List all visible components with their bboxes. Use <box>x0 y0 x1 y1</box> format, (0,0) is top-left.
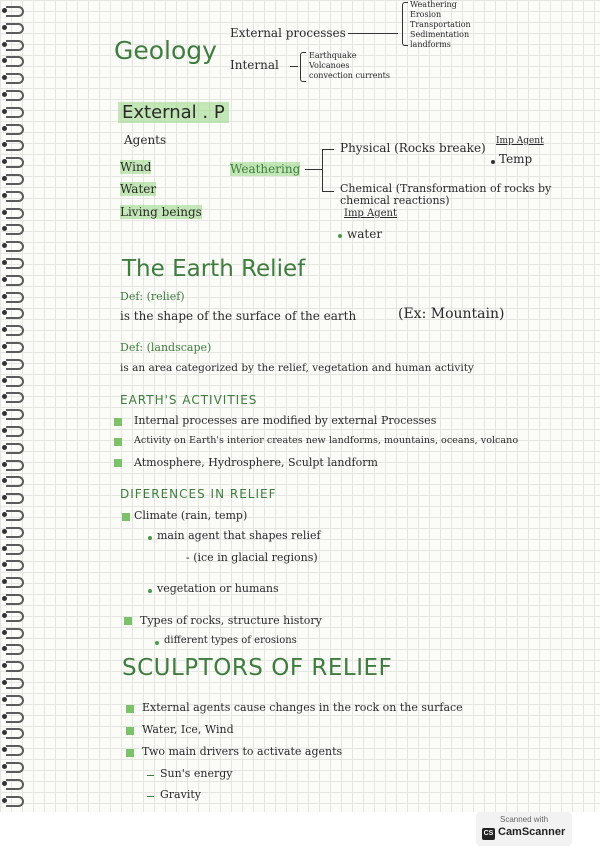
spiral-ring <box>6 762 24 773</box>
spiral-ring <box>6 779 24 790</box>
spiral-hole <box>2 8 7 13</box>
spiral-ring <box>6 712 24 723</box>
external-item: landforms <box>410 40 451 49</box>
erosions-text: different types of erosions <box>164 635 297 646</box>
spiral-hole <box>2 210 7 215</box>
bullet-square <box>126 705 134 713</box>
spiral-ring <box>6 476 24 487</box>
spiral-ring <box>6 560 24 571</box>
spiral-ring <box>6 493 24 504</box>
def1-example: (Ex: Mountain) <box>398 306 505 322</box>
spiral-hole <box>2 630 7 635</box>
physical-text: Physical (Rocks breake) <box>340 141 486 155</box>
activity-item: Activity on Earth's interior creates new landforms, mountains, oceans, volcano <box>134 435 519 446</box>
def2-label: Def: (landscape) <box>120 341 212 354</box>
dash-bullet <box>147 775 154 776</box>
internal-item: Volcanoes <box>309 61 350 70</box>
spiral-hole <box>2 512 7 517</box>
imp-agent-heading: Imp Agent <box>344 208 398 219</box>
internal-dash <box>290 66 298 67</box>
spiral-hole <box>2 42 7 47</box>
bullet-dot <box>155 641 159 645</box>
spiral-ring <box>6 796 24 807</box>
spiral-hole <box>2 277 7 282</box>
ice-text: - (ice in glacial regions) <box>186 551 318 564</box>
bullet-dot <box>148 536 152 540</box>
spiral-hole <box>2 378 7 383</box>
spiral-hole <box>2 529 7 534</box>
sculptors-heading: SCULPTORS OF RELIEF <box>122 655 393 681</box>
spiral-ring <box>6 409 24 420</box>
spiral-ring <box>6 527 24 538</box>
spiral-ring <box>6 140 24 151</box>
sculptor-item: External agents cause changes in the rock on the surface <box>142 701 463 714</box>
spiral-ring <box>6 174 24 185</box>
spiral-ring <box>6 359 24 370</box>
branch-bottom <box>322 191 334 192</box>
bullet-dot <box>338 234 342 238</box>
spiral-hole <box>2 546 7 551</box>
spiral-hole <box>2 294 7 299</box>
spiral-ring <box>6 90 24 101</box>
spiral-ring <box>6 56 24 67</box>
spiral-ring <box>6 208 24 219</box>
external-item: Sedimentation <box>410 30 470 39</box>
spiral-ring <box>6 275 24 286</box>
external-item: Erosion <box>410 10 442 19</box>
bullet-dot <box>148 589 152 593</box>
activity-item: Internal processes are modified by external Processes <box>134 414 437 427</box>
spiral-ring <box>6 745 24 756</box>
spiral-hole <box>2 92 7 97</box>
spiral-hole <box>2 176 7 181</box>
agents-label: Agents <box>124 133 167 147</box>
differences-heading: DIFERENCES IN RELIEF <box>120 487 277 501</box>
imp-agent-heading: Imp Agent <box>496 136 544 146</box>
external-processes-label: External processes <box>230 26 346 40</box>
def2-text: is an area categorized by the relief, vegetation and human activity <box>120 362 474 374</box>
spiral-hole <box>2 798 7 803</box>
spiral-ring <box>6 258 24 269</box>
earth-relief-title: The Earth Relief <box>122 256 306 282</box>
internal-label: Internal <box>230 58 279 72</box>
rocks-text: Types of rocks, structure history <box>140 614 322 627</box>
spiral-hole <box>2 613 7 618</box>
activities-heading: EARTH'S ACTIVITIES <box>120 393 258 407</box>
spiral-ring <box>6 6 24 17</box>
spiral-hole <box>2 596 7 601</box>
spiral-hole <box>2 714 7 719</box>
agent-text: Water <box>120 182 157 196</box>
spiral-ring <box>6 594 24 605</box>
spiral-ring <box>6 40 24 51</box>
spiral-ring <box>6 392 24 403</box>
bullet-dot <box>491 160 495 164</box>
spiral-ring <box>6 611 24 622</box>
bullet-square <box>126 749 134 757</box>
camscanner-logo-icon: CS <box>482 828 495 840</box>
spiral-ring <box>6 376 24 387</box>
spiral-ring <box>6 224 24 235</box>
chemical-text: Chemical (Transformation of rocks by chemical reactions) <box>340 182 552 207</box>
weathering-branch <box>322 149 323 191</box>
sculptor-item: Two main drivers to activate agents <box>142 745 343 758</box>
section-external-heading: External . P <box>118 102 229 123</box>
spiral-hole <box>2 109 7 114</box>
spiral-hole <box>2 25 7 30</box>
spiral-hole <box>2 428 7 433</box>
bullet-square <box>126 727 134 735</box>
internal-item: convection currents <box>309 71 390 80</box>
bullet-square <box>114 459 122 467</box>
spiral-ring <box>6 308 24 319</box>
spiral-binding <box>0 0 28 810</box>
spiral-ring <box>6 426 24 437</box>
spiral-ring <box>6 577 24 588</box>
weathering-text: Weathering <box>230 162 301 176</box>
weathering-label <box>230 162 300 176</box>
driver-item: Gravity <box>160 788 201 801</box>
spiral-ring <box>6 241 24 252</box>
spiral-hole <box>2 680 7 685</box>
spiral-ring <box>6 325 24 336</box>
spiral-hole <box>2 260 7 265</box>
spiral-ring <box>6 292 24 303</box>
camscanner-watermark <box>476 812 572 846</box>
weathering-stem <box>305 169 322 170</box>
spiral-hole <box>2 697 7 702</box>
agent-text: Living beings <box>120 205 202 219</box>
spiral-ring <box>6 23 24 34</box>
camscanner-text: CamScanner <box>498 826 566 838</box>
internal-item: Earthquake <box>309 51 357 60</box>
dash-bullet <box>147 796 154 797</box>
spiral-hole <box>2 344 7 349</box>
spiral-ring <box>6 157 24 168</box>
bullet-square <box>122 513 130 521</box>
agent-text: Wind <box>120 160 152 174</box>
spiral-ring <box>6 695 24 706</box>
spiral-hole <box>2 462 7 467</box>
scanned-with-text: Scanned with <box>499 815 549 824</box>
spiral-ring <box>6 628 24 639</box>
spiral-ring <box>6 678 24 689</box>
water-text: water <box>347 227 383 241</box>
main-agent-text: main agent that shapes relief <box>157 529 321 542</box>
external-item: Transportation <box>410 20 471 29</box>
def1-text: is the shape of the surface of the earth <box>120 309 357 323</box>
sculptor-item: Water, Ice, Wind <box>142 723 234 736</box>
spiral-hole <box>2 193 7 198</box>
spiral-ring <box>6 644 24 655</box>
internal-brace <box>300 52 306 82</box>
spiral-hole <box>2 126 7 131</box>
vegetation-text: vegetation or humans <box>157 582 279 595</box>
spiral-ring <box>6 443 24 454</box>
spiral-hole <box>2 445 7 450</box>
spiral-ring <box>6 661 24 672</box>
spiral-hole <box>2 781 7 786</box>
branch-top <box>322 149 334 150</box>
agent-item <box>120 182 156 196</box>
external-brace <box>402 2 408 46</box>
temp-text: Temp <box>499 152 533 166</box>
spiral-hole <box>2 764 7 769</box>
page-title: Geology <box>114 36 217 65</box>
driver-item: Sun's energy <box>160 767 233 780</box>
bullet-square <box>114 418 122 426</box>
def1-label: Def: (relief) <box>120 290 185 303</box>
agent-item <box>120 160 151 174</box>
spiral-ring <box>6 107 24 118</box>
spiral-hole <box>2 361 7 366</box>
activity-item: Atmosphere, Hydrosphere, Sculpt landform <box>134 456 378 469</box>
spiral-ring <box>6 191 24 202</box>
climate-text: Climate (rain, temp) <box>134 509 248 522</box>
spiral-ring <box>6 728 24 739</box>
bullet-square <box>124 617 132 625</box>
spiral-ring <box>6 342 24 353</box>
external-item: Weathering <box>410 0 457 9</box>
spiral-ring <box>6 124 24 135</box>
spiral-ring <box>6 544 24 555</box>
spiral-ring <box>6 460 24 471</box>
bullet-square <box>114 438 122 446</box>
spiral-ring <box>6 510 24 521</box>
agent-item <box>120 205 202 219</box>
arrow-line <box>348 33 398 34</box>
spiral-ring <box>6 73 24 84</box>
